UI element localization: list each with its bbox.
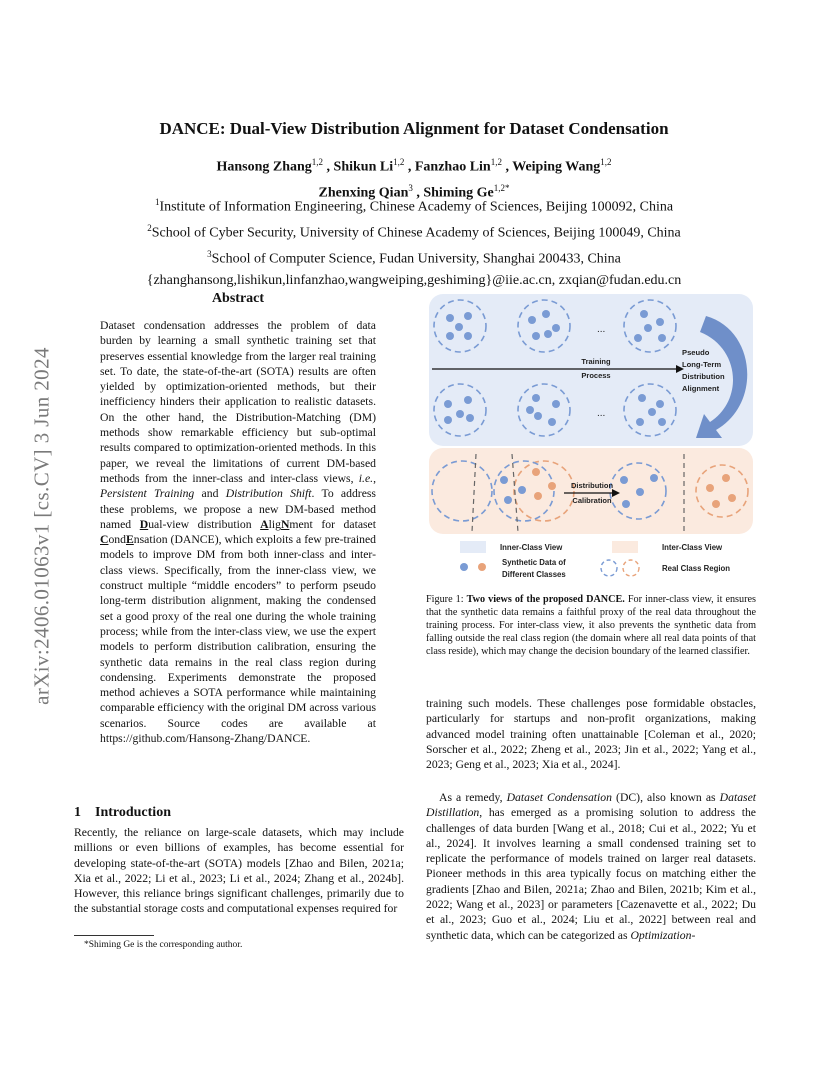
body-paragraph-remedy: As a remedy, Dataset Condensation (DC), also known as Dataset Distillation, has emerged as a promising solution to address the challenges of data burden [Wang et al., 2018; Cui et al., 2022; Yu et al., 2024]. It involves learning a small condensed training set to replicate the performance of models trained on larger real datasets. Pioneer methods in this area typically focus on matching either the gradients [Zhao and Bilen, 2021a; Zhao and Bilen, 2021b; Kim et al., 2022; Wang et al., 2023] or parameters [Cazenavette et al., 2022; Du et al., 2023; Guo et al., 2024; Liu et al., 2022] between real and synthetic data, which can be categorized as Optimization- [426,791,757,942]
long-term-label: Long-Term [682,360,722,369]
legend-inner-label: Inner-Class View [500,543,563,552]
section-heading-introduction: 1 Introduction [74,805,171,820]
distribution-calib-label: Distribution [570,481,614,490]
author-emails: {zhanghansong,lishikun,linfanzhao,wangweiping,geshiming}@iie.ac.cn, zxqian@fudan.edu.cn [146,273,682,289]
ellipsis-top: ... [597,324,606,335]
svg-text:Different Classes: Different Classes [502,570,566,579]
abstract-heading: Abstract [211,291,265,306]
legend-inter-label: Inter-Class View [662,543,723,552]
legend-region-label: Real Class Region [662,564,731,573]
intro-paragraph: Recently, the reliance on large-scale datasets, which may include millions or even billions of examples, has become essential for developing state-of-the-art (SOTA) models [Zhao and Bilen, 2021a; Xia et al., 2022; Li et al., 2023; Li et al., 2024; Zhang et al., 2024b]. However, this reliance brings significant challenges, primarily due to the substantial storage costs and computational expenses required for [74,826,404,916]
author-name: Weiping Wang [512,159,601,175]
legend-inner-swatch [460,541,486,553]
figure-caption: Figure 1: Two views of the proposed DANCE. For inner-class view, it ensures that the synthetic data remains a faithful proxy of the real data throughout the training process. For inter-class view, it also prevents the synthetic data from falling outside the real class region (the domain where all real data points of that class reside), which may change the decision boundary of the learned classifier. [426,594,756,657]
author-name: Fanzhao Lin [414,159,491,175]
legend-inter-swatch [612,541,638,553]
figure-1-diagram [426,292,756,588]
affiliations: $^1$Institute of Information Engineering, Chinese Academy of Sciences, Beijing 100092, China $^2$School of Cyber Security, University of Chinese Academy of Sciences, Beijing 100049, China $^3$School of Computer Science, Fudan University, Shanghai 200433, China {zhanghansong,lishikun,linfanzhao,wangweiping,geshiming}@iie.ac.cn, zxqian@fudan.edu.cn [0,192,828,292]
legend-blue-dot [460,563,468,571]
legend-region-blue [601,560,617,576]
pseudo-label: Pseudo [682,348,710,357]
legend-orange-dot [478,563,486,571]
author-name: Hansong Zhang [216,159,312,175]
paper-title: DANCE: Dual-View Distribution Alignment for Dataset Condensation [159,119,669,138]
author-name: Shikun Li [333,159,394,175]
calibration-label: Calibration [572,496,612,505]
legend-region-orange [623,560,639,576]
footnote-rule [74,935,154,936]
author-list: Hansong Zhang$^{1,2}$ , Shikun Li$^{1,2}$ , Fanzhao Lin$^{1,2}$ , Weiping Wang$^{1,2}$ Zhenxing Qian$^3$ , Shiming $Ge^{1,2*}$ [216,157,612,201]
alignment-label: Alignment [682,384,720,393]
footnote: *Shiming Ge is the corresponding author. [84,940,243,950]
legend-synthetic-label: Synthetic Data of [502,558,566,567]
ellipsis-bottom: ... [597,408,606,419]
author-name: Zhenxing Qian [318,185,409,201]
training-label: Training [581,357,611,366]
body-paragraph: training such models. These challenges pose formidable obstacles, particularly for startups and non-profit organizations, making advanced model training often unattainable [Coleman et al., 2020; Sorscher et al., 2022; Zheng et al., 2023; Jin et al., 2022; Yang et al., 2023; Geng et al., 2023; Xia et al., 2024]. [426,697,756,772]
distribution-label: Distribution [682,372,725,381]
inter-class-panel [429,448,753,534]
abstract-body: Dataset condensation addresses the problem of data burden by learning a small synthetic training set that preserves essential knowledge from the larger real training set. To date, the state-of-the-art (SOTA) results are often yielded by optimization-oriented methods, but their inefficiency hinders their application to realistic datasets. On the other hand, the Distribution-Matching (DM) methods show remarkable efficiency but sub-optimal results compared to optimization-oriented methods. In this paper, we reveal the limitations of current DM-based methods from the inner-class and inter-class views, i.e., Persistent Training and Distribution Shift. To address these problems, we propose a new DM-based method named Dual-view distribution AligNment for dataset CondEnsation (DANCE), which exploits a few pre-trained models to improve DM from both inner-class and inter-class views. Specifically, from the inner-class view, we construct multiple “middle encoders” to perform pseudo long-term distribution alignment, making the condensed set a good proxy of the real one during the whole training process; while from the inter-class view, we use the expert models to perform distribution calibration, ensuring the synthetic data remains in the real class region during condensing. Experiments demonstrate the proposed method achieves a SOTA performance while maintaining comparable efficiency with the original DM across various scenarios. Source codes are available at https://github.com/Hansong-Zhang/DANCE. [100,319,376,746]
process-label: Process [581,371,611,380]
arxiv-identifier: arXiv:2406.01063v1 [cs.CV] 3 Jun 2024 [29,347,54,705]
author-name: Shiming Ge [423,185,494,201]
